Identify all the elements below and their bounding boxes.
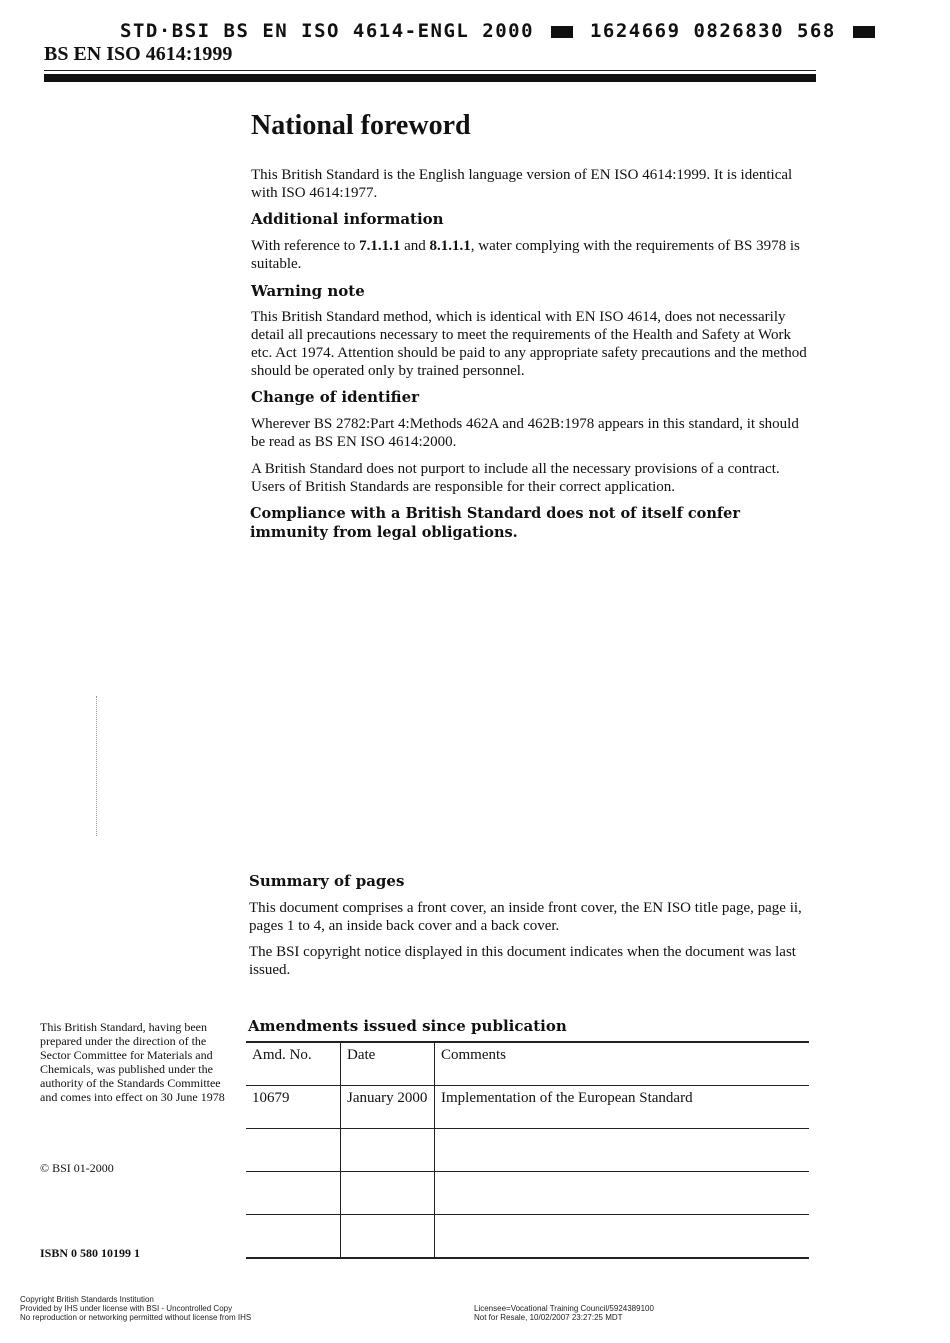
cell-amd-no: [246, 1215, 341, 1259]
identifier-paragraph: Wherever BS 2782:Part 4:Methods 462A and 462B:1978 appears in this standard, it should be read as BS EN ISO 4614:2000.: [251, 416, 799, 450]
additional-text-c: , water complying with the requirements of BS 3978 is suitable.: [251, 238, 800, 272]
header-rule-thick: [44, 74, 816, 82]
additional-text-b: and: [400, 238, 430, 254]
page-title: National foreword: [251, 110, 471, 141]
copyright-note: © BSI 01-2000: [40, 1161, 114, 1175]
amendments-table: [246, 1041, 809, 1259]
intro-paragraph: This British Standard is the English language version of EN ISO 4614:1999. It is identical with ISO 4614:1977.: [251, 167, 793, 201]
cell-amd-no: [246, 1129, 341, 1172]
block-mark-2: [853, 26, 875, 38]
margin-dotted-line: [96, 696, 98, 836]
additional-info-heading: Additional information: [251, 210, 444, 228]
table-row: [246, 1129, 809, 1172]
isbn: ISBN 0 580 10199 1: [40, 1246, 141, 1260]
summary-heading: Summary of pages: [249, 872, 405, 890]
cell-date: [341, 1129, 435, 1172]
identifier-heading: Change of identifier: [251, 388, 420, 406]
additional-info-paragraph: [251, 237, 811, 273]
additional-text-a: With reference to: [251, 238, 360, 254]
cell-date: [341, 1172, 435, 1215]
document-id: BS EN ISO 4614:1999: [44, 43, 233, 65]
footer-reproduction: No reproduction or networking permitted without license from IHS: [20, 1313, 252, 1322]
summary-paragraph-1: This document comprises a front cover, an inside front cover, the EN ISO title page, page ii, pages 1 to 4, an inside back cover and a back cover.: [249, 900, 802, 934]
publication-note: This British Standard, having been prepared under the direction of the Sector Committee for Materials and Chemicals, was published under the authority of the Standards Committee and comes into effect on 30 June 1978: [40, 1020, 225, 1104]
cell-amd-no: 10679: [246, 1086, 341, 1129]
cell-date: [341, 1215, 435, 1259]
footer-provided: Provided by IHS under license with BSI - Uncontrolled Copy: [20, 1304, 233, 1313]
std-line-left: STD·BSI BS EN ISO 4614-ENGL 2000: [120, 20, 535, 42]
cell-amd-no: [246, 1172, 341, 1215]
cell-comments: [435, 1172, 810, 1215]
table-row: [246, 1086, 809, 1129]
cell-comments: [435, 1129, 810, 1172]
col-comments: Comments: [435, 1042, 810, 1086]
std-line-right: 1624669 0826830 568: [589, 20, 836, 42]
compliance-statement: Compliance with a British Standard does not of itself confer immunity from legal obligations.: [250, 505, 740, 541]
block-mark-1: [551, 26, 573, 38]
warning-heading: Warning note: [251, 282, 365, 300]
cell-comments: [435, 1215, 810, 1259]
warning-paragraph: This British Standard method, which is identical with EN ISO 4614, does not necessarily detail all precautions necessary to meet the requirements of the Health and Safety at Work etc. Act 1974. Attention should be paid to any appropriate safety precautions and the method should be operated only by trained personnel.: [251, 309, 807, 379]
footer-licensee: Licensee=Vocational Training Council/5924389100: [474, 1304, 654, 1313]
col-date: Date: [341, 1042, 435, 1086]
contract-paragraph: A British Standard does not purport to include all the necessary provisions of a contract. Users of British Standards are responsible for their correct application.: [251, 461, 780, 495]
table-row: [246, 1172, 809, 1215]
amendments-heading: Amendments issued since publication: [248, 1017, 567, 1035]
col-amd-no: Amd. No.: [246, 1042, 341, 1086]
header-rule-thin: [44, 70, 816, 71]
clause-ref-1: 7.1.1.1: [359, 238, 401, 254]
footer-left: [20, 1295, 251, 1322]
footer-right: [474, 1304, 654, 1322]
cell-date: January 2000: [341, 1086, 435, 1129]
table-header-row: [246, 1042, 809, 1086]
summary-paragraph-2: The BSI copyright notice displayed in this document indicates when the document was last issued.: [249, 944, 796, 978]
table-row: [246, 1215, 809, 1259]
footer-copyright: Copyright British Standards Institution: [20, 1295, 154, 1304]
clause-ref-2: 8.1.1.1: [429, 238, 471, 254]
footer-resale: Not for Resale, 10/02/2007 23:27:25 MDT: [474, 1313, 623, 1322]
cell-comments: Implementation of the European Standard: [435, 1086, 810, 1129]
std-reference-line: [120, 20, 879, 42]
